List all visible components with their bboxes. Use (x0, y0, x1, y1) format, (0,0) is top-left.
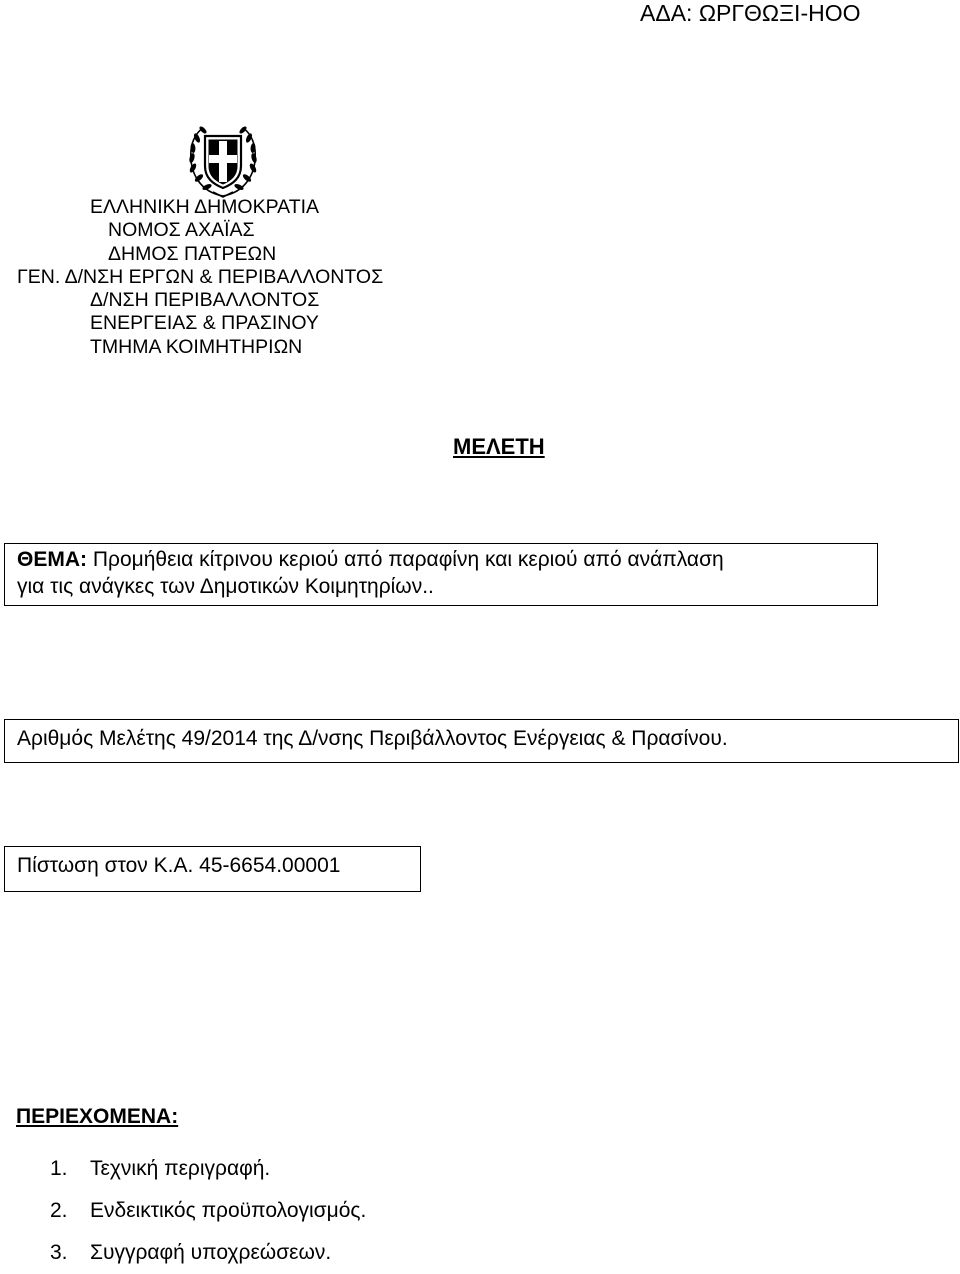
subject-line-1 (17, 546, 877, 573)
subject-box (4, 543, 878, 606)
list-item-number: 1. (50, 1157, 68, 1180)
greek-coat-of-arms-icon (183, 122, 263, 200)
header-line-energy-green: ΕΝΕΡΓΕΙΑΣ & ΠΡΑΣΙΝΟΥ (90, 312, 319, 335)
contents-title: ΠΕΡΙΕΧΟΜΕΝΑ: (16, 1105, 179, 1128)
header-line-republic: ΕΛΛΗΝΙΚΗ ΔΗΜΟΚΡΑΤΙΑ (90, 196, 320, 218)
header-line-municipality: ΔΗΜΟΣ ΠΑΤΡΕΩΝ (108, 242, 277, 265)
subject-line-2: για τις ανάγκες των Δημοτικών Κοιμητηρίων.. (17, 575, 434, 598)
header-line-prefecture: ΝΟΜΟΣ ΑΧΑΪΑΣ (108, 219, 255, 242)
list-item (50, 1232, 366, 1274)
credit-box (4, 846, 421, 892)
ada-code: ΑΔΑ: ΩΡΓΘΩΞΙ-ΗΟΟ (640, 0, 861, 26)
study-number-text: Αριθμός Μελέτης 49/2014 της Δ/νσης Περιβάλλοντος Ενέργειας & Πρασίνου. (17, 727, 728, 750)
list-item (50, 1190, 366, 1232)
subject-label: ΘΕΜΑ: (17, 548, 87, 571)
issuer-header (0, 196, 430, 359)
study-title: ΜΕΛΕΤΗ (453, 434, 545, 459)
credit-text: Πίστωση στον Κ.Α. 45-6654.00001 (17, 854, 341, 877)
header-line-directorate: Δ/ΝΣΗ ΠΕΡΙΒΑΛΛΟΝΤΟΣ (90, 289, 320, 312)
header-line-general-directorate: ΓΕΝ. Δ/ΝΣΗ ΕΡΓΩΝ & ΠΕΡΙΒΑΛΛΟΝΤΟΣ (17, 265, 384, 288)
subject-text-1: Προμήθεια κίτρινου κεριού από παραφίνη και κεριού από ανάπλαση (87, 548, 724, 571)
list-item-text: Ενδεικτικός προϋπολογισμός. (90, 1199, 367, 1222)
list-item-text: Συγγραφή υποχρεώσεων. (90, 1241, 332, 1264)
contents-list (50, 1148, 366, 1274)
header-line-department: ΤΜΗΜΑ ΚΟΙΜΗΤΗΡΙΩΝ (90, 335, 303, 358)
list-item-text: Τεχνική περιγραφή. (90, 1157, 271, 1180)
list-item (50, 1148, 366, 1190)
list-item-number: 2. (50, 1199, 68, 1222)
list-item-number: 3. (50, 1241, 68, 1264)
study-number-box (4, 719, 959, 763)
